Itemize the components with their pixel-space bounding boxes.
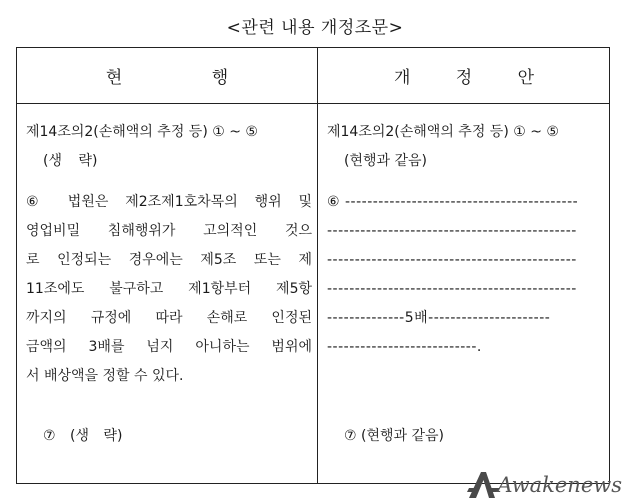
header-proposed-label: 개 정 안 bbox=[393, 68, 555, 88]
current-paragraph-7: ⑦ (생 략) bbox=[43, 428, 123, 444]
proposed-same: (현행과 같음) bbox=[344, 153, 427, 169]
proposed-p6-line: --------------------------------------------- bbox=[327, 252, 577, 268]
proposed-paragraph-7: ⑦ (현행과 같음) bbox=[344, 428, 444, 444]
proposed-paragraph-6 bbox=[327, 188, 609, 362]
proposed-p6-line: --------------5배---------------------- bbox=[327, 310, 551, 326]
current-p6-line: 로 인정되는 경우에는 제5조 또는 제 bbox=[26, 252, 312, 268]
current-clause-title: 제14조의2(손해액의 추정 등) ① ~ ⑤ bbox=[26, 124, 258, 140]
comparison-table bbox=[16, 47, 610, 484]
current-paragraph-6 bbox=[26, 188, 312, 391]
watermark-text: Awakenews bbox=[497, 473, 622, 497]
current-omitted: (생 략) bbox=[43, 153, 98, 169]
current-p6-line: 11조에도 불구하고 제1항부터 제5항 bbox=[26, 281, 312, 297]
header-proposed bbox=[318, 48, 610, 103]
header-divider bbox=[17, 103, 609, 104]
proposed-p6-line: ⑥ ------------------------------------------ bbox=[327, 194, 579, 210]
current-p6-line: 금액의 3배를 넘지 아니하는 범위에 bbox=[26, 339, 312, 355]
current-p6-line: ⑥ 법원은 제2조제1호차목의 행위 및 bbox=[26, 194, 312, 210]
column-divider bbox=[317, 48, 318, 483]
proposed-clause-title: 제14조의2(손해액의 추정 등) ① ~ ⑤ bbox=[327, 124, 559, 140]
current-p6-line: 영업비밀 침해행위가 고의적인 것으 bbox=[26, 223, 312, 239]
page-title: <관련 내용 개정조문> bbox=[226, 18, 404, 38]
proposed-p6-line: ---------------------------. bbox=[327, 339, 482, 355]
current-p6-line: 까지의 규정에 따라 손해로 인정된 bbox=[26, 310, 312, 326]
current-p6-line: 서 배상액을 정할 수 있다. bbox=[26, 368, 184, 384]
header-current bbox=[17, 48, 317, 103]
header-current-label: 현 행 bbox=[105, 68, 271, 88]
proposed-p6-line: --------------------------------------------- bbox=[327, 223, 577, 239]
watermark-logo bbox=[467, 470, 622, 500]
proposed-p6-line: --------------------------------------------- bbox=[327, 281, 577, 297]
